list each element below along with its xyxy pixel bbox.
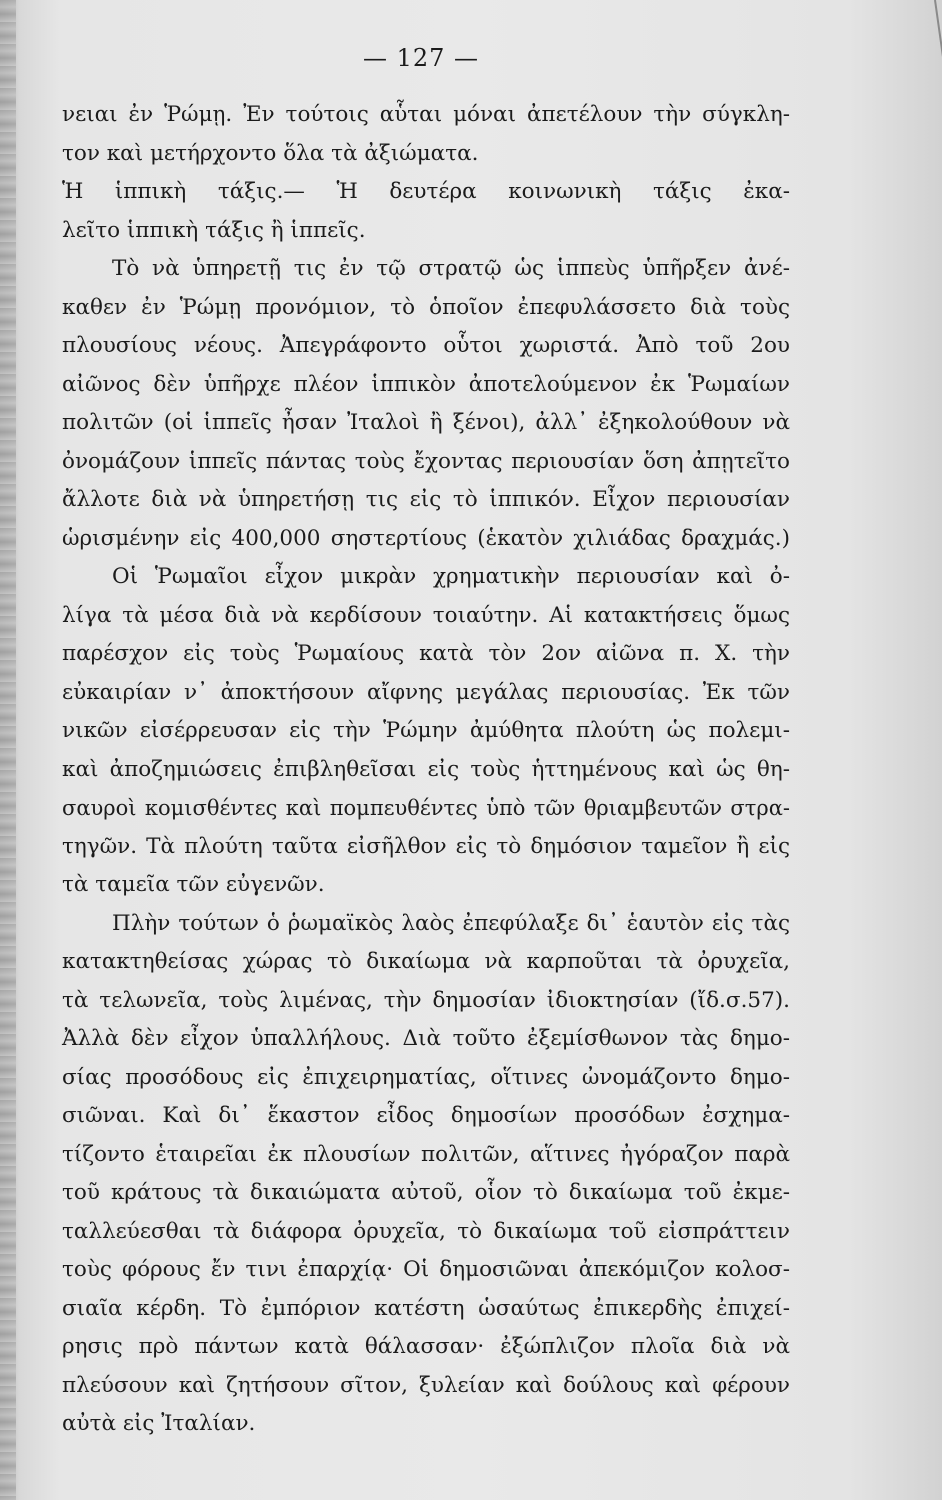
text-line: λεῖτο ἱππικὴ τάξις ἢ ἱππεῖς.	[62, 217, 366, 243]
text-line: Πλὴν τούτων ὁ ῥωμαϊκὸς λαὸς ἐπεφύλαξε δι᾽ ἑαυτὸν εἰς τὰς	[112, 910, 790, 936]
text-line: κατακτηθείσας χώρας τὸ δικαίωμα νὰ καρποῦται τὰ ὀρυχεῖα,	[62, 949, 790, 974]
text-line: καθεν ἐν Ῥώμῃ προνόμιον, τὸ ὁποῖον ἐπεφυλάσσετο διὰ τοὺς	[62, 294, 790, 320]
text-line: Τὸ νὰ ὑπηρετῇ τις ἐν τῷ στρατῷ ὡς ἱππεὺς ὑπῆρξεν ἀνέ-	[112, 256, 790, 281]
text-line: σιῶναι. Καὶ δι᾽ ἕκαστον εἶδος δημοσίων προσόδων ἐσχημα-	[62, 1103, 790, 1128]
page-crease	[934, 0, 942, 178]
text-line: ὡρισμένην εἰς 400,000 σηστερτίους (ἑκατὸν χιλιάδας δραχμάς.)	[62, 525, 790, 551]
text-line: τὰ τελωνεῖα, τοὺς λιμένας, τὴν δημοσίαν ἰδιοκτησίαν (ἴδ.σ.57).	[62, 987, 790, 1013]
text-line: καὶ ἀποζημιώσεις ἐπιβληθεῖσαι εἰς τοὺς ἡττημένους καὶ ὡς θη-	[62, 756, 790, 782]
text-line: αἰῶνος δὲν ὑπῆρχε πλέον ἱππικὸν ἀποτελούμενον ἐκ Ῥωμαίων	[62, 371, 790, 397]
text-line: νικῶν εἰσέρρευσαν εἰς τὴν Ῥώμην ἀμύθητα πλούτη ὡς πολεμι-	[62, 718, 790, 743]
text-line: πολιτῶν (οἱ ἱππεῖς ἦσαν Ἰταλοὶ ἢ ξένοι), ἀλλ᾽ ἐξηκολούθουν νὰ	[62, 410, 790, 435]
text-line: τοῦ κράτους τὰ δικαιώματα αὐτοῦ, οἷον τὸ δικαίωμα τοῦ ἐκμε-	[62, 1180, 790, 1205]
text-line: πλεύσουν καὶ ζητήσουν σῖτον, ξυλείαν καὶ δούλους καὶ φέρουν	[62, 1372, 790, 1398]
text-body	[62, 96, 790, 1444]
text-line: τίζοντο ἑταιρεῖαι ἐκ πλουσίων πολιτῶν, αἵτινες ἠγόραζον παρὰ	[62, 1141, 790, 1167]
page-number: — 127 —	[362, 44, 480, 72]
text-line: τοὺς φόρους ἔν τινι ἐπαρχίᾳ· Οἱ δημοσιῶναι ἀπεκόμιζον κολοσ-	[62, 1257, 790, 1282]
text-line: πλουσίους νέους. Ἀπεγράφοντο οὗτοι χωριστά. Ἀπὸ τοῦ 2ου	[62, 333, 790, 358]
text-line: σαυροὶ κομισθέντες καὶ πομπευθέντες ὑπὸ τῶν θριαμβευτῶν στρα-	[62, 796, 790, 820]
text-line: τὰ ταμεῖα τῶν εὐγενῶν.	[62, 872, 325, 897]
text-line: ἄλλοτε διὰ νὰ ὑπηρετήσῃ τις εἰς τὸ ἱππικόν. Εἶχον περιουσίαν	[62, 487, 790, 512]
text-line: παρέσχον εἰς τοὺς Ῥωμαίους κατὰ τὸν 2ον αἰῶνα π. Χ. τὴν	[62, 641, 790, 666]
text-line: λίγα τὰ μέσα διὰ νὰ κερδίσουν τοιαύτην. Αἱ κατακτήσεις ὅμως	[62, 602, 790, 628]
text-line: αὐτὰ εἰς Ἰταλίαν.	[62, 1411, 256, 1436]
text-line: ρησις πρὸ πάντων κατὰ θάλασσαν· ἐξώπλιζον πλοῖα διὰ νὰ	[62, 1334, 790, 1359]
text-line: σιαῖα κέρδη. Τὸ ἐμπόριον κατέστη ὡσαύτως ἐπικερδὴς ἐπιχεί-	[62, 1295, 790, 1321]
text-line: τηγῶν. Τὰ πλούτη ταῦτα εἰσῆλθον εἰς τὸ δημόσιον ταμεῖον ἢ εἰς	[62, 833, 790, 859]
text-line: εὐκαιρίαν ν᾽ ἀποκτήσουν αἴφνης μεγάλας περιουσίας. Ἐκ τῶν	[62, 679, 790, 705]
adjacent-page-edge	[0, 0, 16, 1500]
text-line: Οἱ Ῥωμαῖοι εἶχον μικρὰν χρηματικὴν περιουσίαν καὶ ὀ-	[112, 564, 790, 589]
text-line: ταλλεύεσθαι τὰ διάφορα ὀρυχεῖα, τὸ δικαίωμα τοῦ εἰσπράττειν	[62, 1218, 790, 1244]
text-line: Ἀλλὰ δὲν εἶχον ὑπαλλήλους. Διὰ τοῦτο ἐξεμίσθωνον τὰς δημο-	[62, 1026, 790, 1051]
text-line: σίας προσόδους εἰς ἐπιχειρηματίας, οἵτινες ὠνομάζοντο δημο-	[62, 1064, 790, 1090]
text-line: τον καὶ μετήρχοντο ὅλα τὰ ἀξιώματα.	[62, 140, 479, 166]
text-line: ὀνομάζουν ἱππεῖς πάντας τοὺς ἔχοντας περιουσίαν ὅση ἀπῃτεῖτο	[62, 448, 790, 474]
text-line: Ἡ ἱππικὴ τάξις.— Ἡ δευτέρα κοινωνικὴ τάξις ἐκα-	[62, 179, 790, 204]
text-line: νειαι ἐν Ῥώμῃ. Ἐν τούτοις αὗται μόναι ἀπετέλουν τὴν σύγκλη-	[62, 102, 790, 127]
